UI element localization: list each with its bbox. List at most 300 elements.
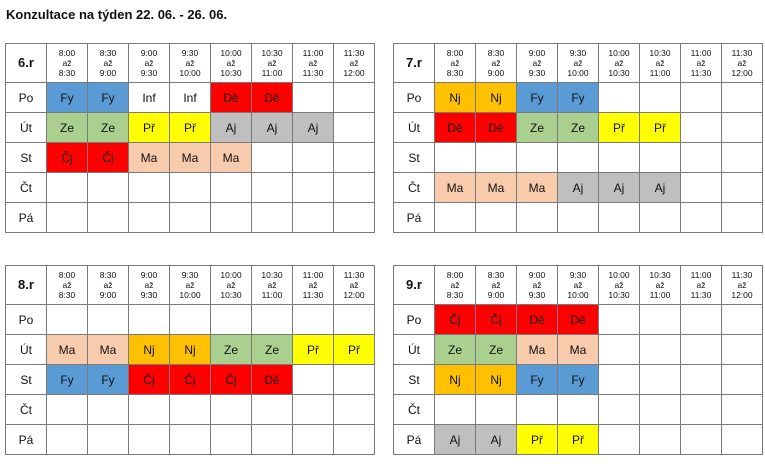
- subject-cell: Ze: [558, 113, 599, 143]
- time-slot-from: 11:00: [302, 48, 324, 58]
- time-slot-header: [435, 44, 476, 83]
- day-label: Po: [6, 305, 47, 335]
- time-slot-sep: až: [696, 58, 706, 68]
- empty-cell: [681, 365, 722, 395]
- empty-cell: [47, 203, 88, 233]
- empty-cell: [47, 173, 88, 203]
- time-slot-from: 9:30: [569, 48, 587, 58]
- time-slot-from: 8:00: [58, 48, 76, 58]
- subject-cell: Nj: [435, 365, 476, 395]
- subject-cell: Nj: [129, 335, 170, 365]
- empty-cell: [722, 335, 763, 365]
- subject-cell: Fy: [558, 83, 599, 113]
- time-slot-to: 9:00: [99, 68, 117, 78]
- empty-cell: [129, 173, 170, 203]
- day-label: Pá: [394, 425, 435, 455]
- time-slot-from: 9:30: [569, 270, 587, 280]
- time-slot-sep: až: [144, 280, 154, 290]
- time-slot-sep: až: [614, 280, 624, 290]
- time-slot-from: 8:30: [487, 48, 505, 58]
- subject-cell: Fy: [47, 83, 88, 113]
- time-slot-sep: až: [349, 280, 359, 290]
- time-slot-header: [681, 266, 722, 305]
- subject-cell: Ma: [211, 143, 252, 173]
- empty-cell: [476, 203, 517, 233]
- empty-cell: [435, 143, 476, 173]
- empty-cell: [435, 203, 476, 233]
- time-slot-to: 12:00: [731, 290, 753, 300]
- time-slot-to: 11:30: [302, 68, 324, 78]
- empty-cell: [170, 203, 211, 233]
- time-slot-header: [558, 44, 599, 83]
- time-slot-header: [334, 266, 375, 305]
- time-slot-header: [252, 44, 293, 83]
- day-label: Út: [394, 113, 435, 143]
- empty-cell: [334, 143, 375, 173]
- subject-cell: Ze: [435, 335, 476, 365]
- empty-cell: [681, 425, 722, 455]
- time-slot-from: 9:00: [528, 48, 546, 58]
- time-slot-to: 10:30: [608, 68, 630, 78]
- empty-cell: [293, 203, 334, 233]
- day-label: Čt: [6, 395, 47, 425]
- empty-cell: [558, 203, 599, 233]
- empty-cell: [293, 425, 334, 455]
- empty-cell: [293, 305, 334, 335]
- time-slot-sep: až: [226, 280, 236, 290]
- subject-cell: Dě: [558, 305, 599, 335]
- time-slot-sep: až: [696, 280, 706, 290]
- empty-cell: [517, 143, 558, 173]
- time-slot-to: 9:00: [487, 290, 505, 300]
- empty-cell: [517, 203, 558, 233]
- empty-cell: [88, 203, 129, 233]
- day-row: [394, 425, 763, 455]
- time-slot-sep: až: [450, 280, 460, 290]
- time-slot-to: 11:00: [649, 68, 671, 78]
- time-slot-header: [293, 266, 334, 305]
- time-slot-header: [334, 44, 375, 83]
- time-slot-to: 9:00: [487, 68, 505, 78]
- subject-cell: Ma: [170, 143, 211, 173]
- time-slot-from: 10:00: [608, 48, 630, 58]
- time-slot-to: 11:30: [302, 290, 324, 300]
- subject-cell: Aj: [293, 113, 334, 143]
- time-slot-from: 8:00: [446, 270, 464, 280]
- subject-cell: Dě: [252, 365, 293, 395]
- grade-label: 7.r: [394, 44, 435, 83]
- subject-cell: Př: [517, 425, 558, 455]
- empty-cell: [681, 305, 722, 335]
- time-slot-header: [170, 44, 211, 83]
- empty-cell: [170, 305, 211, 335]
- time-slot-to: 9:30: [528, 290, 546, 300]
- subject-cell: Aj: [476, 425, 517, 455]
- day-label: Po: [6, 83, 47, 113]
- day-label: Pá: [6, 425, 47, 455]
- subject-cell: Fy: [47, 365, 88, 395]
- time-slot-from: 11:30: [731, 270, 753, 280]
- subject-cell: Dě: [435, 113, 476, 143]
- subject-cell: Př: [293, 335, 334, 365]
- day-label: Út: [6, 113, 47, 143]
- empty-cell: [435, 395, 476, 425]
- empty-cell: [640, 203, 681, 233]
- empty-cell: [517, 395, 558, 425]
- day-row: [6, 83, 375, 113]
- empty-cell: [129, 395, 170, 425]
- subject-cell: Nj: [476, 365, 517, 395]
- subject-cell: Inf: [129, 83, 170, 113]
- empty-cell: [88, 305, 129, 335]
- empty-cell: [640, 395, 681, 425]
- grade-label: 6.r: [6, 44, 47, 83]
- empty-cell: [476, 395, 517, 425]
- day-label: Pá: [394, 203, 435, 233]
- schedule-table-9r: [393, 265, 763, 455]
- subject-cell: Čj: [47, 143, 88, 173]
- day-row: [394, 113, 763, 143]
- time-slot-to: 9:30: [140, 290, 158, 300]
- day-label: Čt: [394, 173, 435, 203]
- schedule-table-7r: [393, 43, 763, 233]
- empty-cell: [170, 395, 211, 425]
- time-slot-header: [170, 266, 211, 305]
- day-row: [394, 365, 763, 395]
- time-slot-to: 10:00: [179, 290, 201, 300]
- subject-cell: Ma: [88, 335, 129, 365]
- empty-cell: [722, 365, 763, 395]
- time-slot-header: [476, 44, 517, 83]
- time-slot-sep: až: [737, 58, 747, 68]
- time-slot-sep: až: [103, 58, 113, 68]
- time-slot-to: 12:00: [343, 68, 365, 78]
- subject-cell: Ze: [517, 113, 558, 143]
- empty-cell: [334, 305, 375, 335]
- day-label: St: [6, 365, 47, 395]
- empty-cell: [640, 365, 681, 395]
- subject-cell: Ze: [211, 335, 252, 365]
- subject-cell: Čj: [88, 143, 129, 173]
- time-slot-from: 9:00: [140, 270, 158, 280]
- time-slot-to: 10:30: [220, 68, 242, 78]
- empty-cell: [334, 395, 375, 425]
- time-slot-header: [517, 266, 558, 305]
- empty-cell: [211, 425, 252, 455]
- time-slot-to: 9:30: [140, 68, 158, 78]
- time-slot-from: 9:00: [528, 270, 546, 280]
- time-slot-sep: až: [185, 280, 195, 290]
- time-slot-to: 11:30: [690, 290, 712, 300]
- subject-cell: Př: [334, 335, 375, 365]
- empty-cell: [640, 83, 681, 113]
- time-slot-to: 10:30: [608, 290, 630, 300]
- subject-cell: Aj: [252, 113, 293, 143]
- subject-cell: Čj: [129, 365, 170, 395]
- time-slot-header: [640, 44, 681, 83]
- time-slot-sep: až: [491, 58, 501, 68]
- day-row: [6, 365, 375, 395]
- time-slot-header: [476, 266, 517, 305]
- time-slot-header: [129, 44, 170, 83]
- empty-cell: [640, 335, 681, 365]
- time-slot-sep: až: [532, 58, 542, 68]
- time-slot-from: 11:00: [690, 48, 712, 58]
- empty-cell: [599, 365, 640, 395]
- empty-cell: [599, 425, 640, 455]
- day-row: [6, 203, 375, 233]
- time-slot-from: 11:30: [731, 48, 753, 58]
- subject-cell: Aj: [640, 173, 681, 203]
- subject-cell: Ze: [47, 113, 88, 143]
- subject-cell: Př: [170, 113, 211, 143]
- time-slot-sep: až: [573, 280, 583, 290]
- empty-cell: [476, 143, 517, 173]
- empty-cell: [252, 395, 293, 425]
- time-slot-from: 8:00: [58, 270, 76, 280]
- empty-cell: [599, 203, 640, 233]
- subject-cell: Ma: [476, 173, 517, 203]
- empty-cell: [47, 395, 88, 425]
- time-slot-header: [211, 266, 252, 305]
- time-slot-to: 11:00: [261, 290, 283, 300]
- time-slot-from: 9:30: [181, 270, 199, 280]
- time-slot-header: [252, 266, 293, 305]
- day-label: Pá: [6, 203, 47, 233]
- subject-cell: Dě: [252, 83, 293, 113]
- time-slot-sep: až: [655, 280, 665, 290]
- empty-cell: [47, 425, 88, 455]
- subject-cell: Fy: [517, 365, 558, 395]
- empty-cell: [681, 395, 722, 425]
- subject-cell: Př: [129, 113, 170, 143]
- time-slot-from: 8:30: [99, 48, 117, 58]
- empty-cell: [334, 365, 375, 395]
- day-row: [394, 335, 763, 365]
- time-slot-header: [88, 266, 129, 305]
- time-slot-sep: až: [226, 58, 236, 68]
- time-slot-from: 10:00: [220, 48, 242, 58]
- empty-cell: [722, 203, 763, 233]
- time-slot-from: 10:30: [261, 270, 283, 280]
- day-label: Út: [6, 335, 47, 365]
- time-slot-sep: až: [267, 58, 277, 68]
- time-slot-sep: až: [267, 280, 277, 290]
- empty-cell: [722, 83, 763, 113]
- empty-cell: [558, 395, 599, 425]
- empty-cell: [722, 113, 763, 143]
- empty-cell: [722, 173, 763, 203]
- time-slot-to: 10:00: [567, 68, 589, 78]
- subject-cell: Ze: [88, 113, 129, 143]
- empty-cell: [211, 173, 252, 203]
- empty-cell: [293, 143, 334, 173]
- day-row: [6, 305, 375, 335]
- time-slot-sep: až: [655, 58, 665, 68]
- empty-cell: [681, 113, 722, 143]
- subject-cell: Ma: [558, 335, 599, 365]
- day-row: [6, 113, 375, 143]
- time-slot-header: [681, 44, 722, 83]
- time-slot-to: 9:00: [99, 290, 117, 300]
- empty-cell: [681, 335, 722, 365]
- empty-cell: [129, 425, 170, 455]
- empty-cell: [211, 395, 252, 425]
- subject-cell: Fy: [88, 365, 129, 395]
- day-row: [394, 203, 763, 233]
- subject-cell: Aj: [558, 173, 599, 203]
- empty-cell: [252, 203, 293, 233]
- empty-cell: [722, 305, 763, 335]
- empty-cell: [334, 173, 375, 203]
- time-slot-header: [640, 266, 681, 305]
- schedule-table-8r: [5, 265, 375, 455]
- day-row: [394, 305, 763, 335]
- empty-cell: [252, 143, 293, 173]
- subject-cell: Aj: [435, 425, 476, 455]
- day-row: [6, 425, 375, 455]
- empty-cell: [88, 395, 129, 425]
- time-slot-header: [211, 44, 252, 83]
- empty-cell: [293, 395, 334, 425]
- subject-cell: Aj: [599, 173, 640, 203]
- time-slot-to: 12:00: [731, 68, 753, 78]
- day-row: [6, 395, 375, 425]
- empty-cell: [640, 143, 681, 173]
- day-row: [6, 173, 375, 203]
- empty-cell: [47, 305, 88, 335]
- time-slot-header: [435, 266, 476, 305]
- time-slot-from: 8:30: [487, 270, 505, 280]
- empty-cell: [252, 305, 293, 335]
- empty-cell: [681, 203, 722, 233]
- empty-cell: [252, 425, 293, 455]
- empty-cell: [334, 203, 375, 233]
- empty-cell: [293, 83, 334, 113]
- empty-cell: [293, 173, 334, 203]
- time-slot-to: 11:30: [690, 68, 712, 78]
- time-slot-from: 9:00: [140, 48, 158, 58]
- day-row: [394, 143, 763, 173]
- empty-cell: [722, 395, 763, 425]
- empty-cell: [558, 143, 599, 173]
- subject-cell: Aj: [211, 113, 252, 143]
- subject-cell: Čj: [476, 305, 517, 335]
- time-slot-from: 9:30: [181, 48, 199, 58]
- empty-cell: [599, 395, 640, 425]
- empty-cell: [129, 305, 170, 335]
- time-slot-to: 10:30: [220, 290, 242, 300]
- time-slot-header: [722, 44, 763, 83]
- subject-cell: Ma: [47, 335, 88, 365]
- time-slot-header: [599, 44, 640, 83]
- subject-cell: Ma: [517, 173, 558, 203]
- empty-cell: [170, 425, 211, 455]
- subject-cell: Nj: [435, 83, 476, 113]
- time-slot-sep: až: [144, 58, 154, 68]
- time-slot-to: 9:30: [528, 68, 546, 78]
- subject-cell: Čj: [435, 305, 476, 335]
- time-slot-header: [722, 266, 763, 305]
- empty-cell: [129, 203, 170, 233]
- time-slot-sep: až: [62, 280, 72, 290]
- empty-cell: [88, 173, 129, 203]
- time-slot-sep: až: [450, 58, 460, 68]
- day-row: [6, 335, 375, 365]
- empty-cell: [170, 173, 211, 203]
- time-slot-sep: až: [185, 58, 195, 68]
- time-slot-header: [517, 44, 558, 83]
- empty-cell: [334, 113, 375, 143]
- schedule-table-6r: [5, 43, 375, 233]
- day-label: Po: [394, 305, 435, 335]
- time-slot-to: 11:00: [261, 68, 283, 78]
- empty-cell: [599, 305, 640, 335]
- day-label: Čt: [394, 395, 435, 425]
- time-slot-header: [47, 266, 88, 305]
- subject-cell: Čj: [211, 365, 252, 395]
- empty-cell: [640, 305, 681, 335]
- subject-cell: Dě: [211, 83, 252, 113]
- time-slot-from: 11:00: [690, 270, 712, 280]
- time-slot-sep: až: [103, 280, 113, 290]
- time-slot-from: 11:30: [343, 270, 365, 280]
- empty-cell: [334, 425, 375, 455]
- time-slot-sep: až: [737, 280, 747, 290]
- time-slot-header: [293, 44, 334, 83]
- time-slot-header: [88, 44, 129, 83]
- time-slot-sep: až: [308, 58, 318, 68]
- time-slot-from: 11:30: [343, 48, 365, 58]
- grade-label: 8.r: [6, 266, 47, 305]
- subject-cell: Nj: [476, 83, 517, 113]
- page-title: Konzultace na týden 22. 06. - 26. 06.: [6, 7, 228, 22]
- empty-cell: [681, 173, 722, 203]
- time-slot-sep: až: [491, 280, 501, 290]
- empty-cell: [334, 83, 375, 113]
- time-slot-to: 8:30: [446, 68, 464, 78]
- day-row: [394, 395, 763, 425]
- time-slot-to: 12:00: [343, 290, 365, 300]
- subject-cell: Fy: [558, 365, 599, 395]
- empty-cell: [599, 143, 640, 173]
- time-slot-sep: až: [349, 58, 359, 68]
- empty-cell: [252, 173, 293, 203]
- subject-cell: Inf: [170, 83, 211, 113]
- time-slot-header: [558, 266, 599, 305]
- time-slot-to: 10:00: [567, 290, 589, 300]
- empty-cell: [681, 143, 722, 173]
- time-slot-from: 10:30: [649, 48, 671, 58]
- empty-cell: [88, 425, 129, 455]
- time-slot-from: 8:00: [446, 48, 464, 58]
- subject-cell: Čj: [170, 365, 211, 395]
- time-slot-to: 11:00: [649, 290, 671, 300]
- empty-cell: [722, 143, 763, 173]
- subject-cell: Ma: [517, 335, 558, 365]
- time-slot-from: 11:00: [302, 270, 324, 280]
- subject-cell: Př: [640, 113, 681, 143]
- day-label: Čt: [6, 173, 47, 203]
- subject-cell: Fy: [517, 83, 558, 113]
- day-row: [394, 83, 763, 113]
- time-slot-sep: až: [532, 280, 542, 290]
- empty-cell: [681, 83, 722, 113]
- time-slot-to: 8:30: [446, 290, 464, 300]
- empty-cell: [211, 203, 252, 233]
- time-slot-sep: až: [308, 280, 318, 290]
- empty-cell: [599, 83, 640, 113]
